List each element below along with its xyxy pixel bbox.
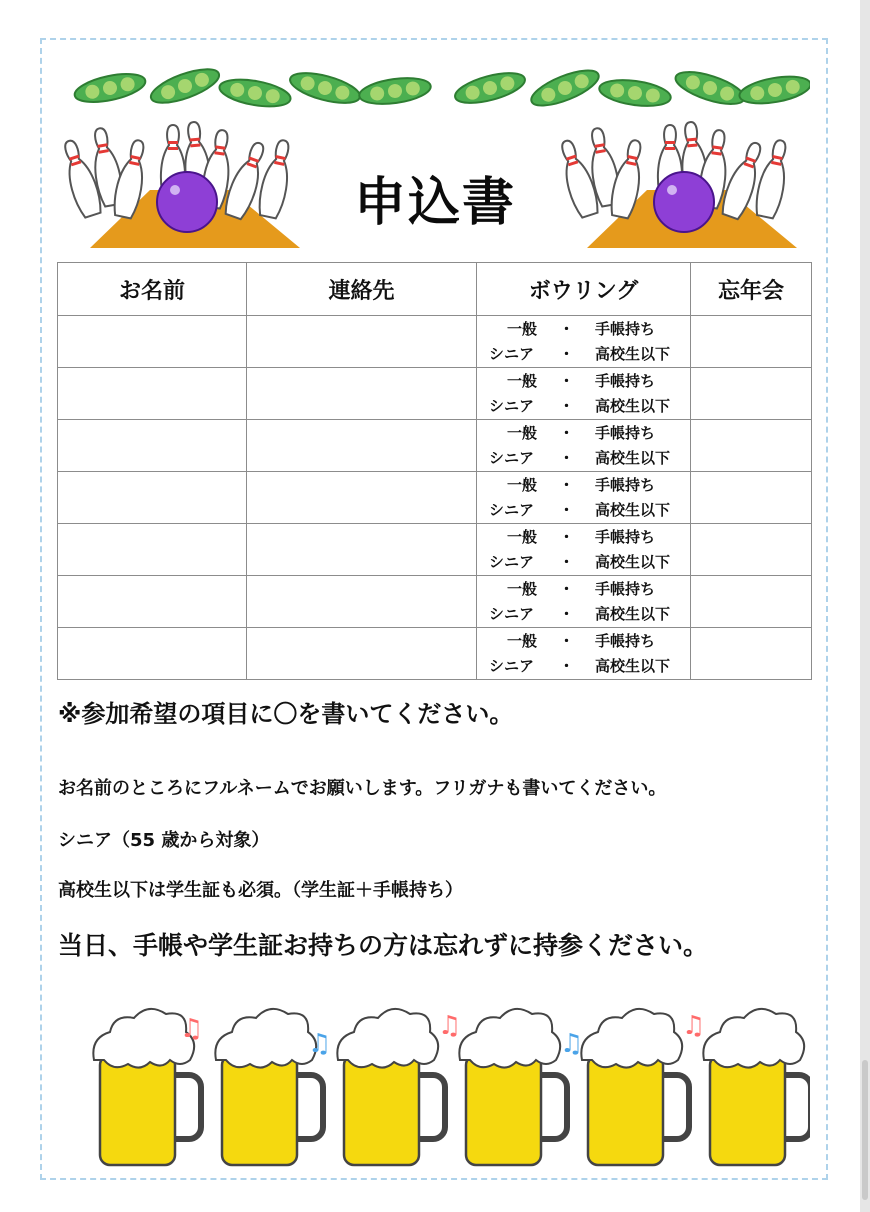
party-cell[interactable]: [691, 316, 812, 368]
participation-instruction: ※参加希望の項目に〇を書いてください。: [58, 700, 514, 728]
party-cell[interactable]: [691, 472, 812, 524]
option-highschool: 高校生以下: [595, 552, 671, 571]
option-handbook: 手帳持ち: [595, 527, 656, 546]
option-handbook: 手帳持ち: [595, 319, 656, 338]
option-handbook: 手帳持ち: [595, 371, 656, 390]
separator: ・: [559, 344, 575, 363]
bowling-ball-icon: [157, 172, 217, 232]
separator: ・: [559, 396, 575, 415]
bowling-illustration-right: [552, 120, 802, 250]
edamame-decoration: [70, 58, 810, 128]
option-general: 一般: [507, 579, 538, 598]
contact-cell[interactable]: [247, 576, 477, 628]
separator: ・: [559, 552, 575, 571]
table-row: [58, 472, 812, 524]
party-cell[interactable]: [691, 628, 812, 680]
header-bowling: ボウリング: [477, 263, 691, 316]
separator: ・: [559, 579, 575, 598]
option-highschool: 高校生以下: [595, 500, 671, 519]
option-handbook: 手帳持ち: [595, 475, 656, 494]
bowling-option-cell[interactable]: [477, 472, 691, 524]
bowling-ball-icon: [654, 172, 714, 232]
separator: ・: [559, 448, 575, 467]
separator: ・: [559, 500, 575, 519]
contact-cell[interactable]: [247, 628, 477, 680]
option-handbook: 手帳持ち: [595, 579, 656, 598]
option-general: 一般: [507, 475, 538, 494]
option-senior: シニア: [489, 344, 535, 363]
beer-mug-icon: [581, 1009, 689, 1165]
party-cell[interactable]: [691, 420, 812, 472]
option-handbook: 手帳持ち: [595, 631, 656, 650]
option-general: 一般: [507, 631, 538, 650]
name-cell[interactable]: [58, 472, 247, 524]
separator: ・: [559, 423, 575, 442]
table-row: [58, 420, 812, 472]
table-row: [58, 368, 812, 420]
table-row: [58, 316, 812, 368]
edamame-pod-icon: [737, 72, 810, 108]
option-highschool: 高校生以下: [595, 396, 671, 415]
separator: ・: [559, 475, 575, 494]
contact-cell[interactable]: [247, 420, 477, 472]
option-highschool: 高校生以下: [595, 656, 671, 675]
contact-cell[interactable]: [247, 524, 477, 576]
bowling-option-cell[interactable]: [477, 368, 691, 420]
table-row: [58, 628, 812, 680]
separator: ・: [559, 631, 575, 650]
beer-mug-icon: [337, 1009, 445, 1165]
table-row: [58, 576, 812, 628]
name-cell[interactable]: [58, 316, 247, 368]
bowling-option-cell[interactable]: [477, 524, 691, 576]
header-name: お名前: [58, 263, 247, 316]
senior-note: シニア（55 歳から対象）: [58, 830, 270, 851]
option-highschool: 高校生以下: [595, 448, 671, 467]
edamame-pod-icon: [527, 63, 603, 112]
bowling-option-cell[interactable]: [477, 628, 691, 680]
scrollbar-thumb[interactable]: [862, 1060, 868, 1200]
music-note-icon: ♫: [682, 1011, 706, 1041]
bowling-option-cell[interactable]: [477, 420, 691, 472]
party-cell[interactable]: [691, 368, 812, 420]
separator: ・: [559, 527, 575, 546]
bowling-option-cell[interactable]: [477, 576, 691, 628]
edamame-pod-icon: [358, 74, 433, 108]
party-cell[interactable]: [691, 524, 812, 576]
page-title: 申込書: [353, 173, 516, 233]
option-senior: シニア: [489, 448, 535, 467]
option-senior: シニア: [489, 500, 535, 519]
application-table: [57, 262, 812, 680]
beer-mugs-decoration: [70, 1000, 810, 1175]
party-cell[interactable]: [691, 576, 812, 628]
edamame-pod-icon: [147, 62, 223, 109]
separator: ・: [559, 319, 575, 338]
contact-cell[interactable]: [247, 316, 477, 368]
student-id-note: 高校生以下は学生証も必須。（学生証＋手帳持ち）: [58, 880, 463, 901]
edamame-pod-icon: [217, 75, 292, 111]
name-cell[interactable]: [58, 420, 247, 472]
option-general: 一般: [507, 423, 538, 442]
music-note-icon: ♫: [180, 1014, 204, 1044]
table-header-row: [58, 263, 812, 316]
bring-documents-note: 当日、手帳や学生証お持ちの方は忘れずに持参ください。: [58, 931, 709, 960]
edamame-pod-icon: [287, 67, 363, 109]
edamame-pod-icon: [72, 69, 147, 107]
beer-mug-icon: [215, 1009, 323, 1165]
separator: ・: [559, 604, 575, 623]
option-general: 一般: [507, 527, 538, 546]
music-note-icon: ♫: [438, 1011, 462, 1041]
scrollbar[interactable]: [860, 0, 870, 1212]
bowling-option-cell[interactable]: [477, 316, 691, 368]
option-general: 一般: [507, 371, 538, 390]
name-cell[interactable]: [58, 576, 247, 628]
option-highschool: 高校生以下: [595, 604, 671, 623]
edamame-pod-icon: [598, 76, 673, 110]
option-senior: シニア: [489, 604, 535, 623]
header-contact: 連絡先: [247, 263, 477, 316]
music-note-icon: ♫: [308, 1029, 332, 1059]
name-cell[interactable]: [58, 628, 247, 680]
beer-mug-icon: [703, 1009, 810, 1165]
header-party: 忘年会: [691, 263, 812, 316]
contact-cell[interactable]: [247, 472, 477, 524]
name-cell[interactable]: [58, 368, 247, 420]
music-note-icon: ♫: [560, 1029, 584, 1059]
table-row: [58, 524, 812, 576]
bowling-illustration-left: [55, 120, 305, 250]
option-highschool: 高校生以下: [595, 344, 671, 363]
beer-mug-icon: [459, 1009, 567, 1165]
option-handbook: 手帳持ち: [595, 423, 656, 442]
edamame-pod-icon: [452, 67, 528, 109]
separator: ・: [559, 371, 575, 390]
separator: ・: [559, 656, 575, 675]
option-senior: シニア: [489, 552, 535, 571]
option-senior: シニア: [489, 396, 535, 415]
edamame-pod-icon: [672, 65, 748, 110]
edamame-row: [72, 62, 810, 112]
name-cell[interactable]: [58, 524, 247, 576]
option-senior: シニア: [489, 656, 535, 675]
contact-cell[interactable]: [247, 368, 477, 420]
fullname-note: お名前のところにフルネームでお願いします。フリガナも書いてください。: [58, 778, 667, 799]
option-general: 一般: [507, 319, 538, 338]
